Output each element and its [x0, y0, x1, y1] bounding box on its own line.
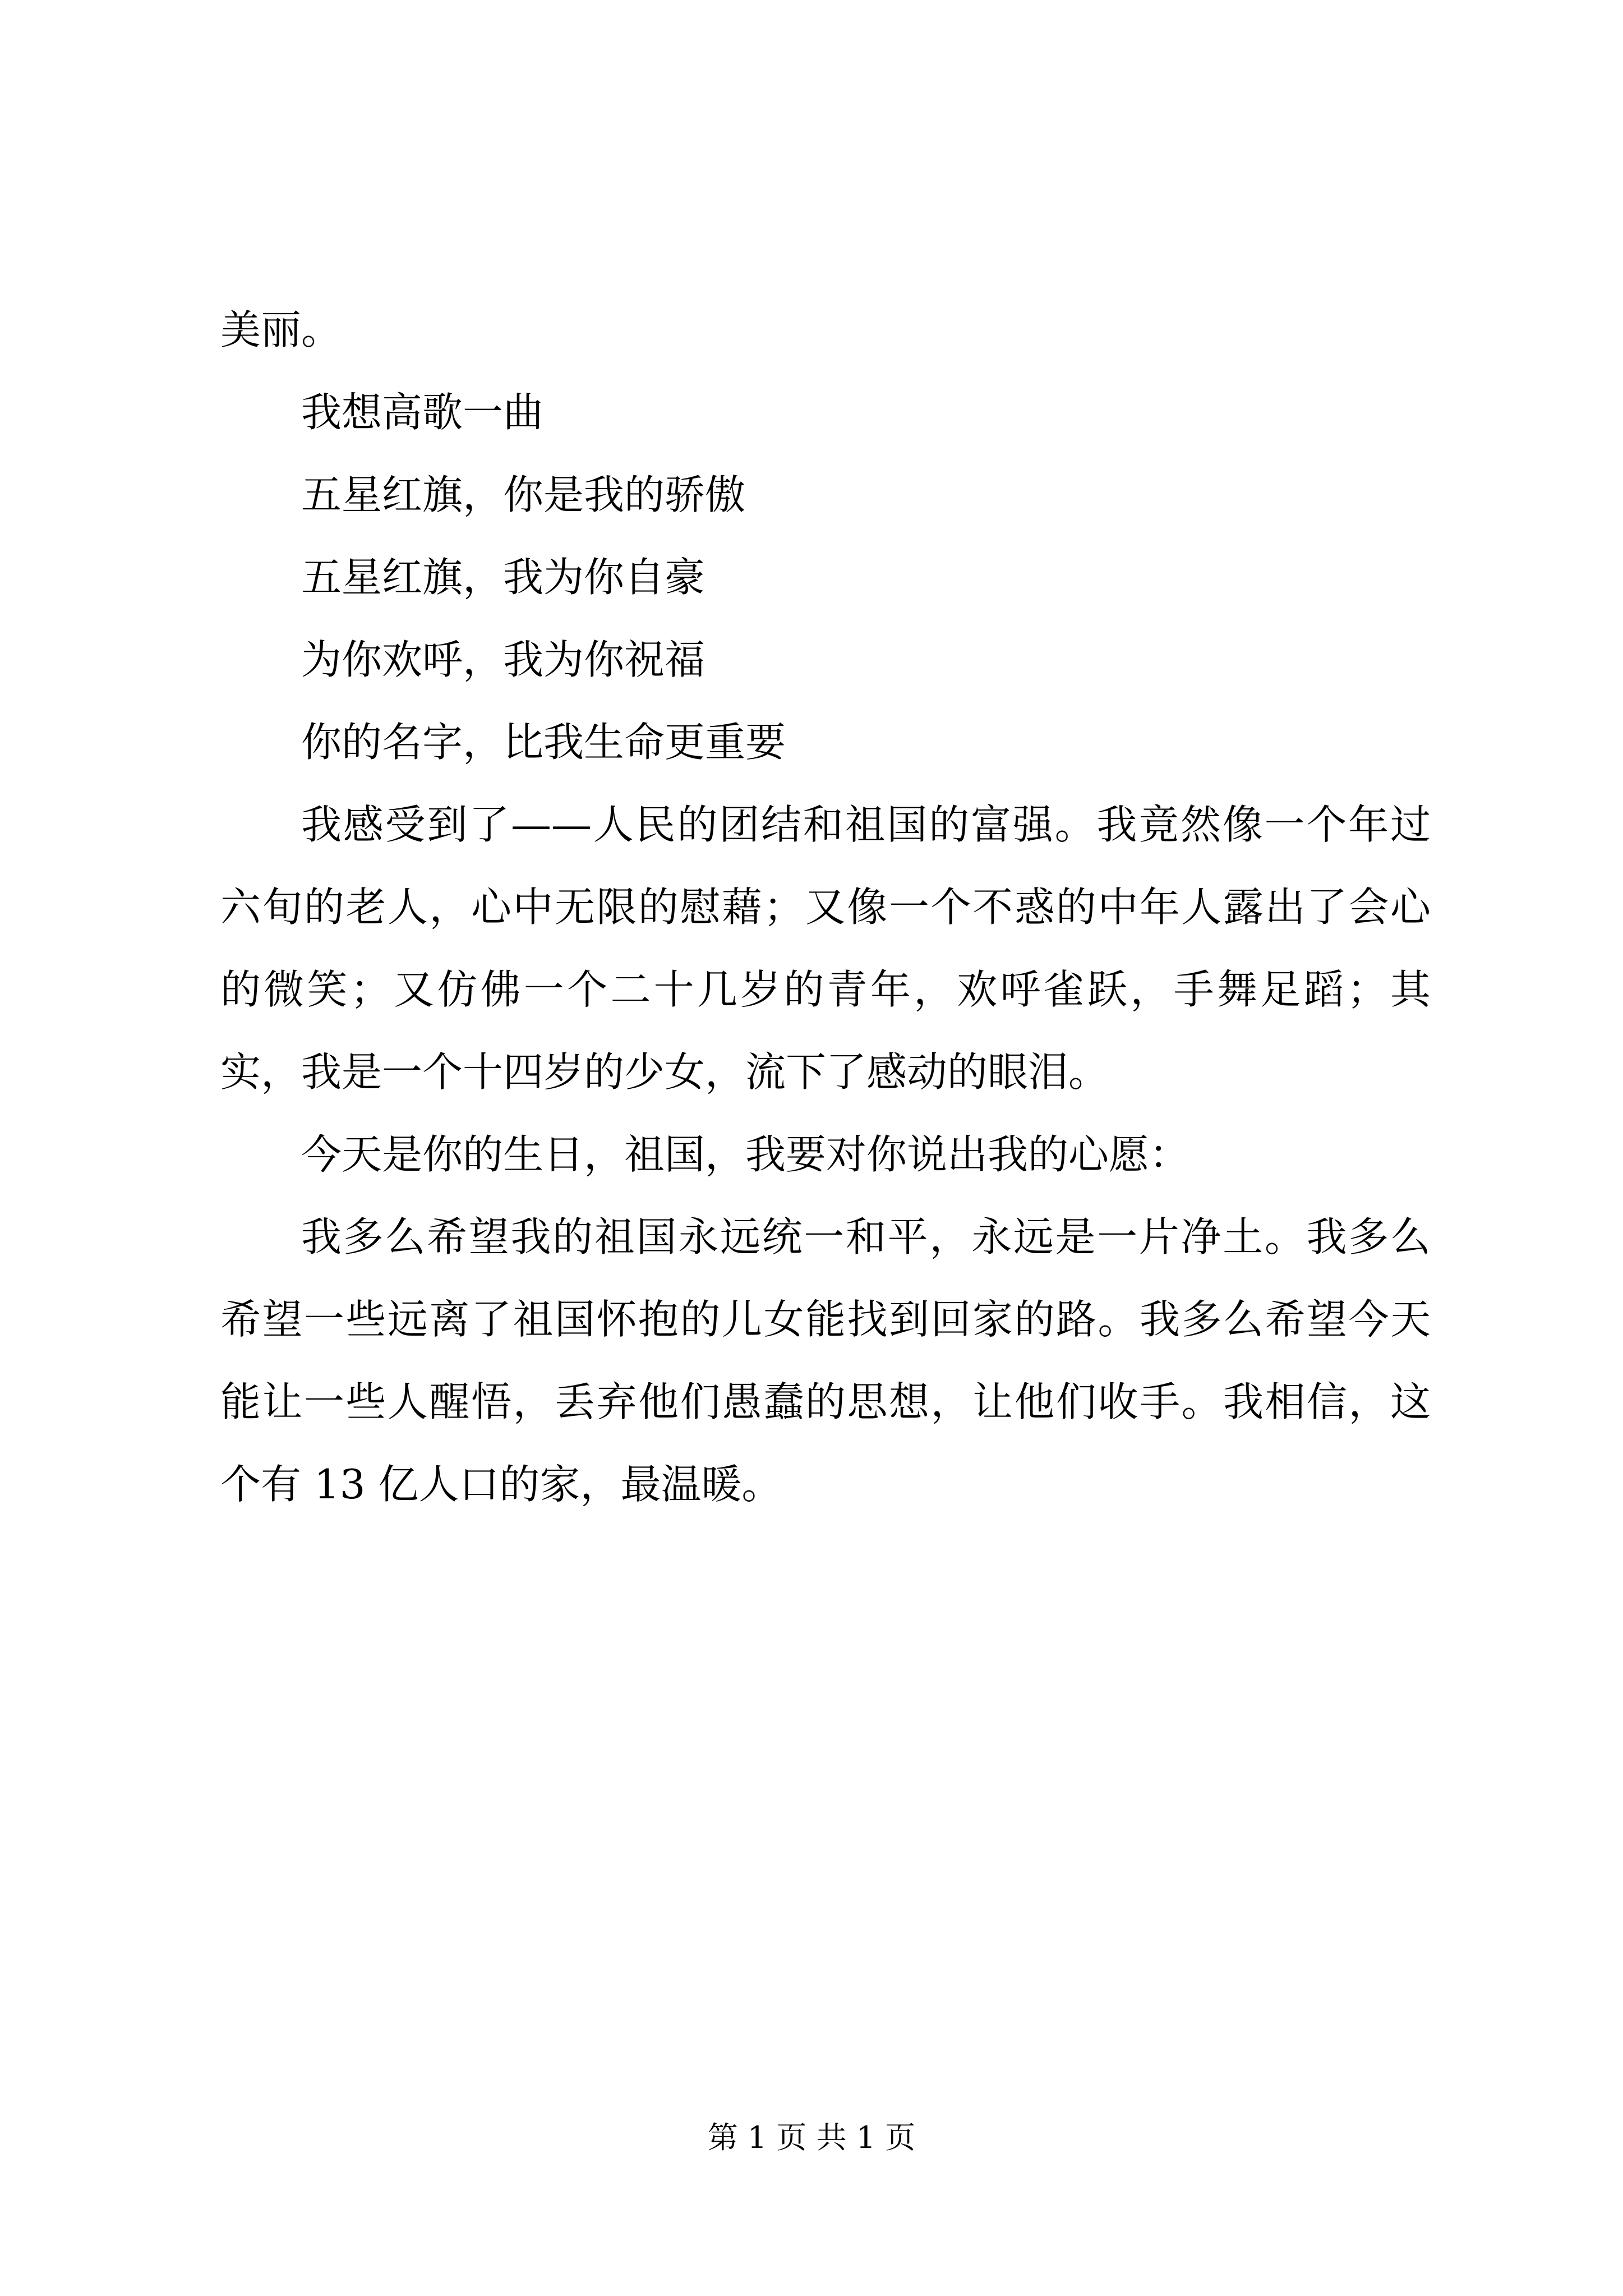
- page-number-footer: 第 1 页 共 1 页: [707, 2120, 916, 2155]
- paragraph: 今天是你的生日，祖国，我要对你说出我的心愿：: [301, 1131, 1190, 1178]
- paragraph: 为你欢呼，我为你祝福: [301, 636, 706, 683]
- paragraph: 我多么希望我的祖国永远统一和平，永远是一片净土。我多么希望一些远离了祖国怀抱的儿女能找到回家的路。我多么希望今天能让一些人醒悟，丢弃他们愚蠢的思想，让他们收手。我相信，这个有 13 亿人口的家，最温暖。: [220, 1213, 1431, 1508]
- paragraph: 五星红旗，我为你自豪: [301, 554, 706, 601]
- paragraph: 你的名字，比我生命更重要: [301, 719, 786, 766]
- document-body: [220, 289, 1431, 1526]
- paragraph: 美丽。: [220, 306, 342, 353]
- paragraph: 我感受到了——人民的团结和祖国的富强。我竟然像一个年过六旬的老人，心中无限的慰藉；又像一个不惑的中年人露出了会心的微笑；又仿佛一个二十几岁的青年，欢呼雀跃，手舞足蹈；其实，我是一个十四岁的少女，流下了感动的眼泪。: [220, 801, 1431, 1096]
- paragraph: 五星红旗，你是我的骄傲: [301, 471, 746, 518]
- paragraph: 我想高歌一曲: [301, 389, 544, 436]
